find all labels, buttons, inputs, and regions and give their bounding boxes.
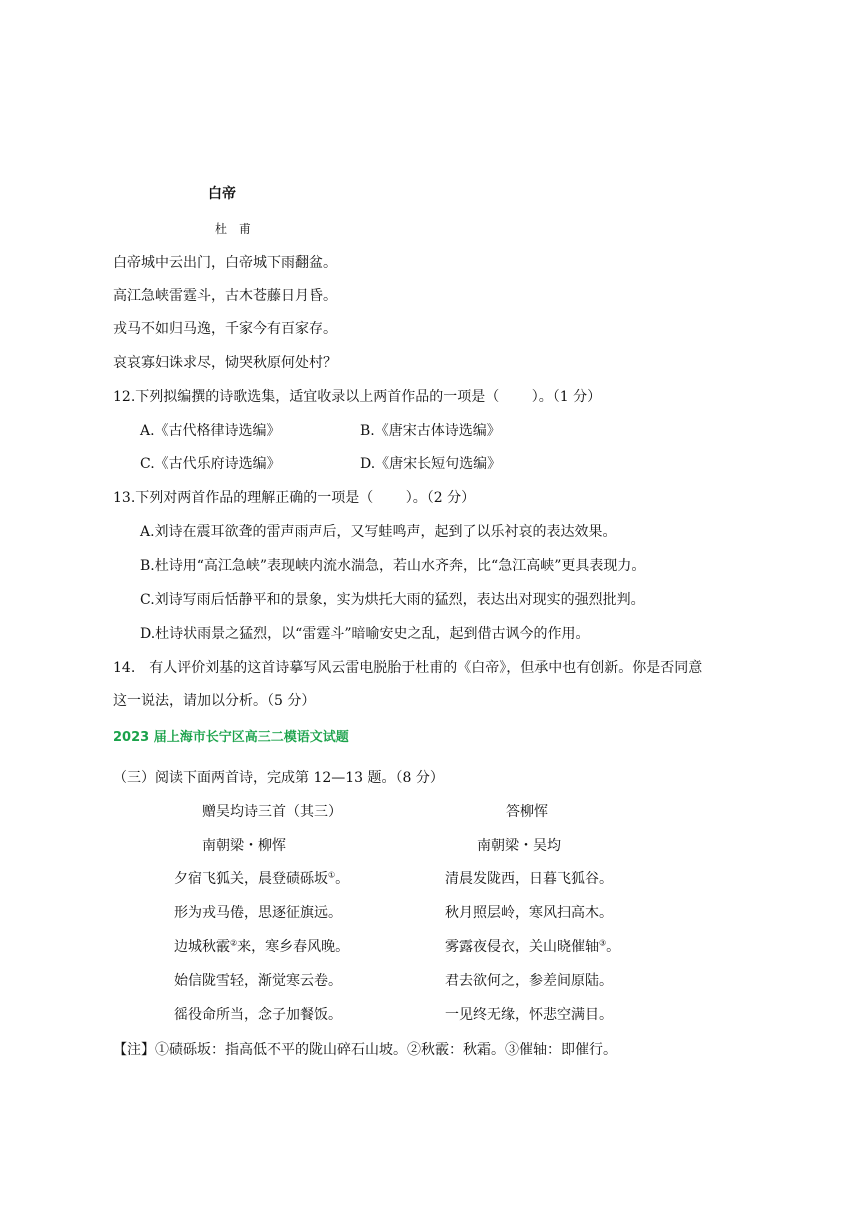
poem-line: 戎马不如归马逸，千家今有百家存。 [113,321,337,337]
q13-option-a: A.刘诗在震耳欲聋的雷声雨声后，又写蛙鸣声，起到了以乐衬哀的表达效果。 [140,524,617,540]
poem-line: 哀哀寡妇诛求尽，恸哭秋原何处村？ [113,355,337,371]
footnote-mark: ① [328,870,336,880]
q12-option-a: A.《古代格律诗选编》 [140,423,281,439]
poem-line: 高江急峡雷霆斗，古木苍藤日月昏。 [113,288,337,304]
left-poem-line: 夕宿飞狐关，晨登碛砾坂①。 [174,870,350,887]
right-poem-line: 清晨发陇西，日暮飞狐谷。 [445,871,613,887]
q13-option-c: C.刘诗写雨后恬静平和的景象，实为烘托大雨的猛烈，表达出对现实的强烈批判。 [140,592,645,608]
question-12-stem: 12.下列拟编撰的诗歌选集，适宜收录以上两首作品的一项是（ ）。（1 分） [113,389,602,405]
poem-title: 白帝 [208,186,236,202]
question-13-stem: 13.下列对两首作品的理解正确的一项是（ ）。（2 分） [113,490,476,506]
question-14-line: 这一说法，请加以分析。（5 分） [113,693,316,709]
question-14-line: 14. 有人评价刘基的这首诗摹写风云雷电脱胎于杜甫的《白帝》，但承中也有创新。你是否同意 [113,660,703,676]
q12-option-d: D.《唐宋长短句选编》 [360,456,502,472]
q13-option-b: B.杜诗用“高江急峡”表现峡内流水湍急，若山水齐奔，比“急江高峡”更具表现力。 [140,558,646,574]
q12-option-c: C.《古代乐府诗选编》 [140,456,281,472]
left-poem-title: 赠吴均诗三首（其三） [202,804,342,820]
right-poem-line: 一见终无缘，怀悲空满目。 [445,1007,613,1023]
left-poem-line: 始信陇雪轻，渐觉寒云卷。 [174,973,342,989]
q12-option-b: B.《唐宋古体诗选编》 [360,423,501,439]
right-poem-line: 秋月照层岭，寒风扫高木。 [445,905,613,921]
footnote-mark: ③ [599,938,607,948]
right-poem-author: 南朝梁・吴均 [477,838,561,854]
footnote: 【注】①碛砾坂：指高低不平的陇山碎石山坡。②秋霰：秋霜。③催轴：即催行。 [113,1042,617,1058]
right-poem-line: 雾露夜侵衣，关山晓催轴③。 [445,938,621,955]
left-poem-line: 形为戎马倦，思逐征旗远。 [174,905,342,921]
left-poem-line: 徭役命所当，念子加餐饭。 [174,1007,342,1023]
left-poem-author: 南朝梁・柳恽 [202,838,286,854]
right-poem-line: 君去欲何之，参差间原陆。 [445,973,613,989]
right-poem-title: 答柳恽 [506,804,548,820]
poem-line: 白帝城中云出门，白帝城下雨翻盆。 [113,255,337,271]
footnote-mark: ② [230,938,238,948]
poem-author: 杜 甫 [215,222,255,236]
part3-intro: （三）阅读下面两首诗，完成第 12—13 题。（8 分） [113,770,444,786]
q13-option-d: D.杜诗状雨景之猛烈，以“雷霆斗”暗喻安史之乱，起到借古讽今的作用。 [140,626,590,642]
section-heading: 2023 届上海市长宁区高三二模语文试题 [113,730,349,745]
left-poem-line: 边城秋霰②来，寒乡春风晚。 [174,938,350,955]
